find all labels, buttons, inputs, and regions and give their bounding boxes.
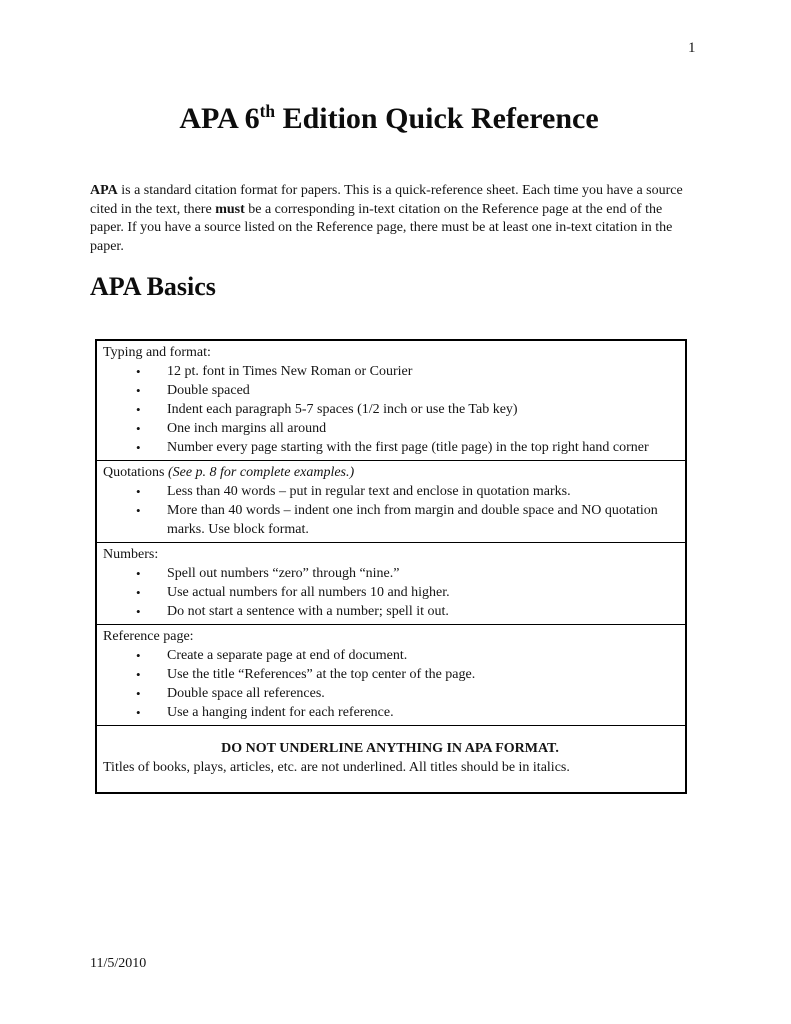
apa-basics-table xyxy=(95,339,687,794)
list-item xyxy=(136,646,677,665)
table-row-underline-note xyxy=(97,726,685,792)
bullet-icon: • xyxy=(136,667,141,682)
list-item-text: Indent each paragraph 5-7 spaces (1/2 inch or use the Tab key) xyxy=(167,402,518,417)
row-heading-text: Quotations xyxy=(103,465,168,480)
list-item xyxy=(136,684,677,703)
list-item xyxy=(136,665,677,684)
bullet-list xyxy=(103,564,677,621)
table-row-quotations xyxy=(97,461,685,543)
list-item xyxy=(136,602,677,621)
bullet-icon: • xyxy=(136,364,141,379)
underline-warning-text: DO NOT UNDERLINE ANYTHING IN APA FORMAT. xyxy=(221,741,559,756)
list-item xyxy=(136,419,677,438)
table-row-typing-and-format xyxy=(97,341,685,461)
list-item xyxy=(136,362,677,381)
list-item-text: Spell out numbers “zero” through “nine.” xyxy=(167,566,400,581)
row-heading: Numbers: xyxy=(103,547,159,562)
row-heading xyxy=(103,463,677,482)
page-title xyxy=(90,102,688,136)
list-item-text: Double spaced xyxy=(167,383,250,398)
list-item-text: Create a separate page at end of document. xyxy=(167,648,408,663)
title-text-post: Edition Quick Reference xyxy=(275,102,599,135)
bullet-icon: • xyxy=(136,503,141,518)
list-item-text: Double space all references. xyxy=(167,686,325,701)
title-text-pre: APA 6 xyxy=(179,102,260,135)
bullet-icon: • xyxy=(136,421,141,436)
intro-text-2: be a corresponding in-text citation on the Reference page at the end of the paper. If you have a source listed on the Reference page, there must be at least one in-text citation in the paper. xyxy=(90,201,673,254)
row-heading-italic-note: (See p. 8 for complete examples.) xyxy=(167,465,355,480)
bullet-icon: • xyxy=(136,686,141,701)
bullet-list xyxy=(103,482,677,539)
bullet-icon: • xyxy=(136,440,141,455)
page-number: 1 xyxy=(688,40,696,56)
table-row-reference-page xyxy=(97,625,685,726)
row-heading: Reference page: xyxy=(103,629,194,644)
bullet-icon: • xyxy=(136,585,141,600)
intro-lead-bold: APA xyxy=(90,183,118,198)
list-item-text: Use a hanging indent for each reference. xyxy=(167,705,394,720)
list-item-text: More than 40 words – indent one inch from margin and double space and NO quotation marks. Use block format. xyxy=(167,503,658,537)
intro-text-1: is a standard citation format for papers. This is a quick-reference sheet. Each time you have a source cited in the text, there xyxy=(90,183,683,217)
bullet-icon: • xyxy=(136,566,141,581)
list-item xyxy=(136,400,677,419)
bullet-icon: • xyxy=(136,383,141,398)
intro-paragraph xyxy=(90,182,690,256)
bullet-icon: • xyxy=(136,648,141,663)
list-item xyxy=(136,501,677,539)
list-item xyxy=(136,381,677,400)
list-item xyxy=(136,482,677,501)
list-item xyxy=(136,564,677,583)
title-superscript: th xyxy=(259,101,276,121)
list-item xyxy=(136,703,677,722)
footer-date: 11/5/2010 xyxy=(90,956,147,971)
list-item xyxy=(136,583,677,602)
list-item-text: Use actual numbers for all numbers 10 and higher. xyxy=(167,585,450,600)
table-row-numbers xyxy=(97,543,685,625)
bullet-icon: • xyxy=(136,484,141,499)
bullet-icon: • xyxy=(136,604,141,619)
list-item-text: Less than 40 words – put in regular text and enclose in quotation marks. xyxy=(167,484,571,499)
row-heading: Typing and format: xyxy=(103,345,211,360)
list-item-text: Do not start a sentence with a number; spell it out. xyxy=(167,604,449,619)
list-item xyxy=(136,438,677,457)
bullet-icon: • xyxy=(136,705,141,720)
intro-must-bold: must xyxy=(215,201,245,217)
underline-note-text: Titles of books, plays, articles, etc. are not underlined. All titles should be in italics. xyxy=(103,760,570,775)
list-item-text: 12 pt. font in Times New Roman or Courier xyxy=(167,364,413,379)
list-item-text: Use the title “References” at the top center of the page. xyxy=(167,667,476,682)
list-item-text: One inch margins all around xyxy=(167,421,327,436)
bullet-icon: • xyxy=(136,402,141,417)
bullet-list xyxy=(103,362,677,457)
section-heading-apa-basics: APA Basics xyxy=(90,272,216,301)
bullet-list xyxy=(103,646,677,722)
list-item-text: Number every page starting with the first page (title page) in the top right hand corner xyxy=(167,440,649,455)
